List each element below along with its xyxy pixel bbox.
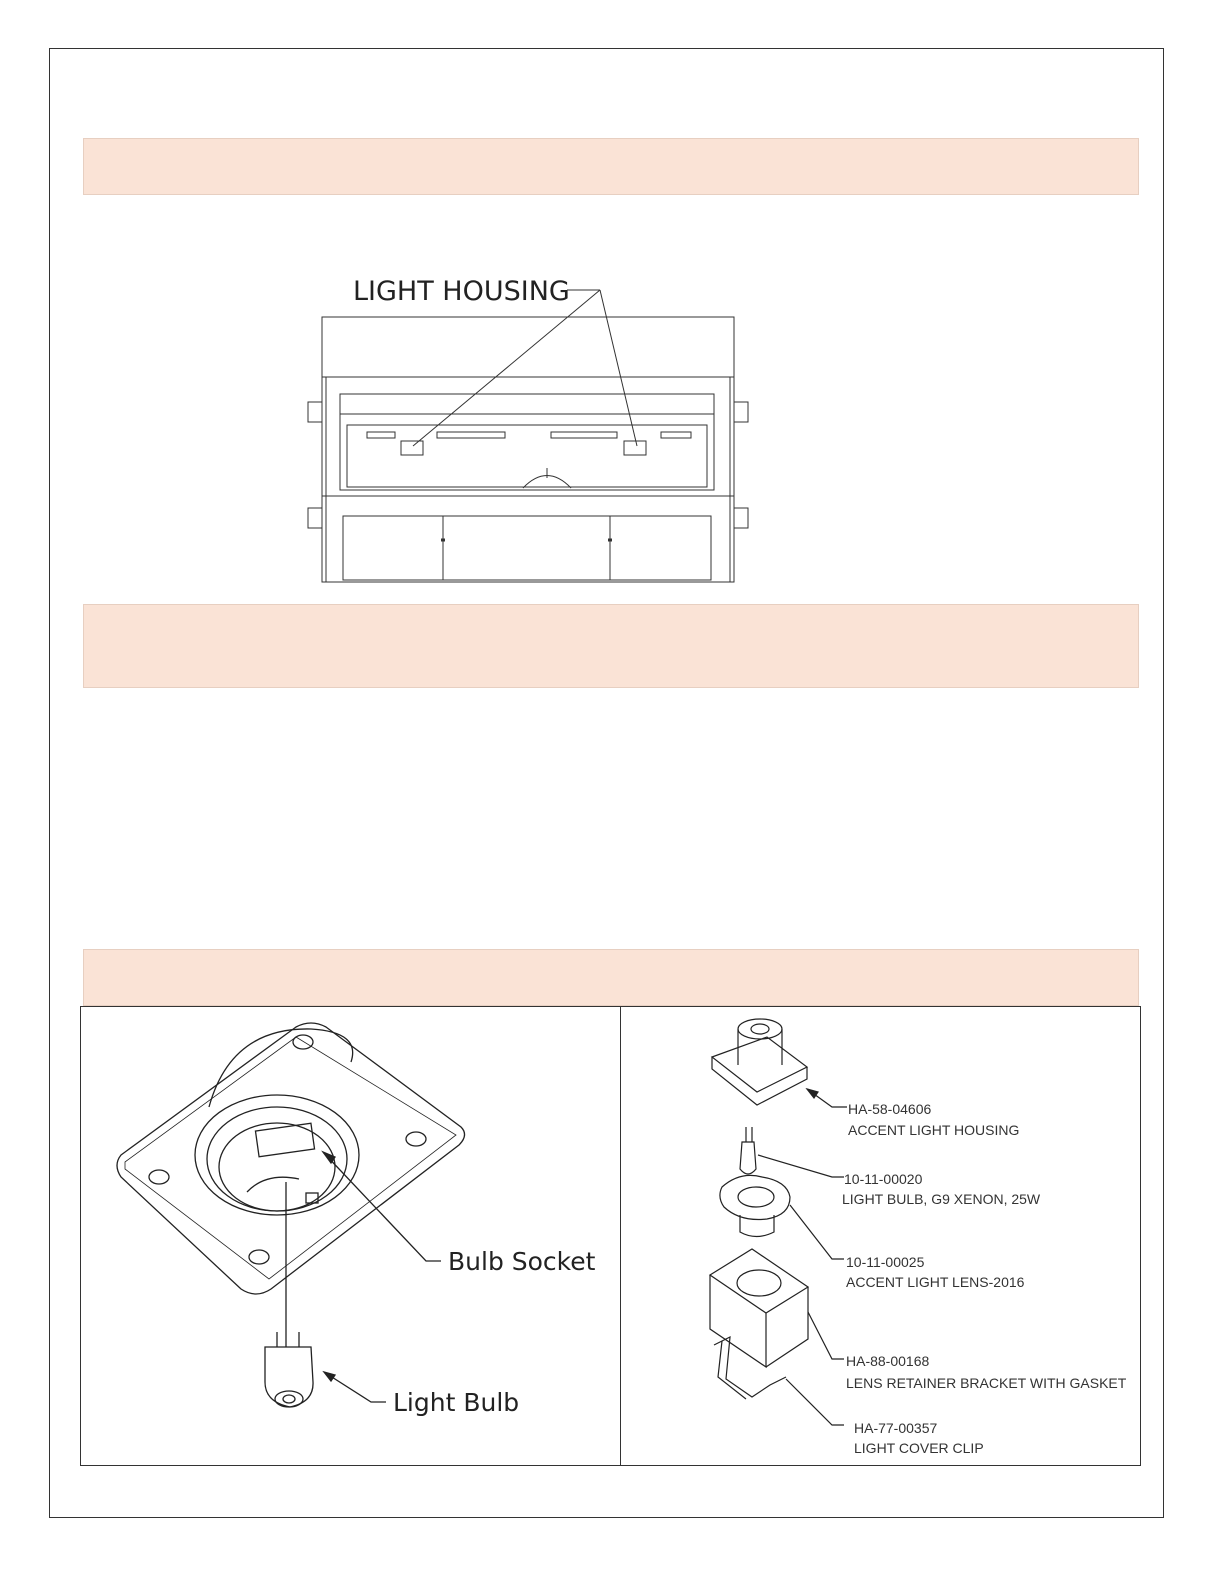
fireplace-front-drawing bbox=[295, 268, 775, 588]
header-band-3 bbox=[83, 949, 1139, 1006]
part-number-1: HA-58-04606 bbox=[848, 1101, 932, 1117]
part-name-1: ACCENT LIGHT HOUSING bbox=[848, 1122, 1020, 1138]
part-name-2: LIGHT BULB, G9 XENON, 25W bbox=[842, 1191, 1041, 1207]
exploded-parts-drawing bbox=[622, 1007, 1140, 1465]
light-housing-callout: LIGHT HOUSING bbox=[353, 276, 570, 307]
part-name-4: LENS RETAINER BRACKET WITH GASKET bbox=[846, 1375, 1127, 1391]
light-bulb-label: Light Bulb bbox=[393, 1388, 520, 1417]
part-number-2: 10-11-00020 bbox=[844, 1171, 923, 1187]
part-number-5: HA-77-00357 bbox=[854, 1420, 938, 1436]
bulb-socket-label: Bulb Socket bbox=[448, 1247, 596, 1276]
part-number-4: HA-88-00168 bbox=[846, 1353, 930, 1369]
header-band-2 bbox=[83, 604, 1139, 688]
panel-divider bbox=[620, 1006, 621, 1466]
bulb-socket-drawing bbox=[81, 1007, 620, 1465]
header-band-1 bbox=[83, 138, 1139, 195]
part-name-5: LIGHT COVER CLIP bbox=[854, 1440, 984, 1456]
part-name-3: ACCENT LIGHT LENS-2016 bbox=[846, 1274, 1025, 1290]
part-number-3: 10-11-00025 bbox=[846, 1254, 925, 1270]
